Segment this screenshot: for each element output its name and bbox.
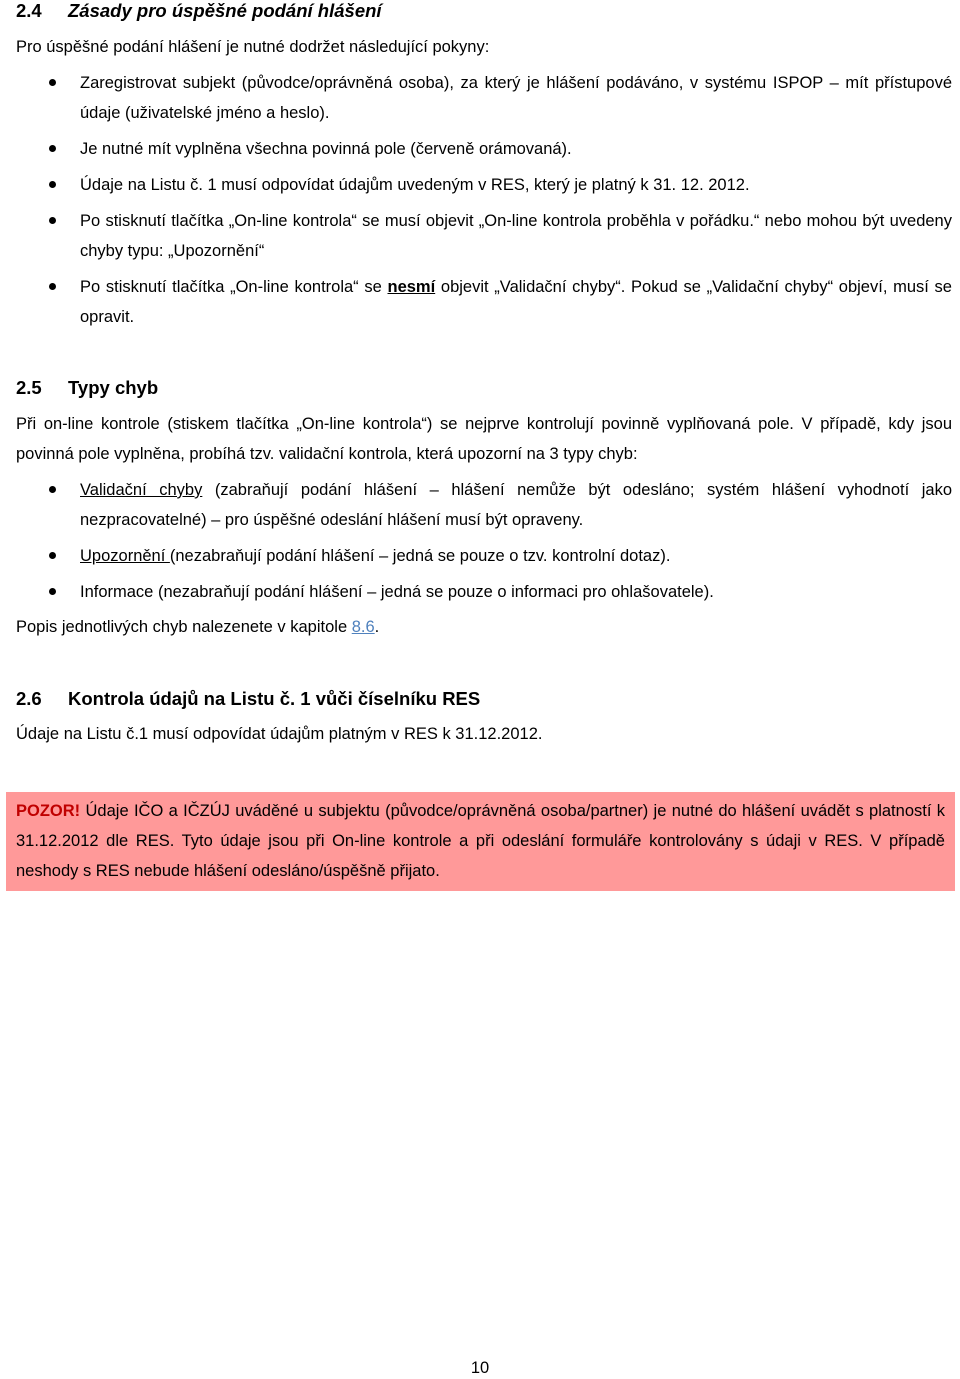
warning-box — [6, 792, 955, 891]
section-intro: Při on-line kontrole (stiskem tlačítka „On-line kontrola“) se nejprve kontrolují povinně vyplňovaná pole. V případě, kdy jsou povinná pole vyplněna, probíhá tzv. validační kontrola, která upozorní na 3 typy chyb: — [16, 415, 952, 463]
bullet-icon — [49, 217, 56, 224]
bullet-icon — [49, 145, 56, 152]
warning-text: Údaje IČO a IČZÚJ uváděné u subjektu (původce/oprávněná osoba/partner) je nutné do hlášení uvádět s platností k 31.12.2012 dle RES. Tyto údaje jsou při On-line kontrole a při odeslání formuláře kontrolovány s údaji v RES. V případě neshody s RES nebude hlášení odesláno/úspěšně přijato. — [16, 802, 945, 880]
list-item: Je nutné mít vyplněna všechna povinná pole (červeně orámovaná). — [16, 134, 952, 164]
term-validacni-chyby: Validační chyby — [80, 481, 203, 499]
list-item: Údaje na Listu č. 1 musí odpovídat údajům uvedeným v RES, který je platný k 31. 12. 2012. — [16, 170, 952, 200]
section-number: 2.6 — [16, 688, 42, 709]
section-heading-2-6 — [16, 688, 952, 710]
error-types-list — [16, 475, 952, 607]
section-title: Zásady pro úspěšné podání hlášení — [68, 0, 382, 21]
section-number: 2.4 — [16, 0, 42, 21]
section-title: Typy chyb — [68, 377, 159, 398]
bullet-icon — [49, 181, 56, 188]
chapter-link[interactable]: 8.6 — [351, 618, 375, 636]
bullet-icon — [49, 588, 56, 595]
list-item: Upozornění (nezabraňují podání hlášení – jedná se pouze o tzv. kontrolní dotaz). — [16, 541, 952, 571]
chapter-reference: Popis jednotlivých chyb nalezenete v kapitole 8.6. — [16, 618, 380, 636]
section-intro: Pro úspěšné podání hlášení je nutné dodržet následující pokyny: — [16, 38, 490, 56]
section-text: Údaje na Listu č.1 musí odpovídat údajům platným v RES k 31.12.2012. — [16, 725, 543, 743]
bullet-icon — [49, 486, 56, 493]
bullet-icon — [49, 552, 56, 559]
bullet-icon — [49, 79, 56, 86]
guidelines-list — [16, 68, 952, 332]
list-item: Informace (nezabraňují podání hlášení – jedná se pouze o informaci pro ohlašovatele). — [16, 577, 952, 607]
section-number: 2.5 — [16, 377, 42, 398]
term-upozorneni: Upozornění — [80, 547, 170, 565]
section-title: Kontrola údajů na Listu č. 1 vůči číselníku RES — [68, 688, 481, 709]
list-item: Validační chyby (zabraňují podání hlášení – hlášení nemůže být odesláno; systém hlášení vyhodnotí jako nezpracovatelné) – pro úspěšné odeslání hlášení musí být opraveny. — [16, 475, 952, 535]
list-item: Zaregistrovat subjekt (původce/oprávněná osoba), za který je hlášení podáváno, v systému ISPOP – mít přístupové údaje (uživatelské jméno a heslo). — [16, 68, 952, 128]
list-item: Po stisknutí tlačítka „On-line kontrola“ se nesmí objevit „Validační chyby“. Pokud se „Validační chyby“ objeví, musí se opravit. — [16, 272, 952, 332]
emphasis-nesmi: nesmí — [387, 278, 436, 296]
list-item: Po stisknutí tlačítka „On-line kontrola“ se musí objevit „On-line kontrola proběhla v pořádku.“ nebo mohou být uvedeny chyby typu: „Upozornění“ — [16, 206, 952, 266]
warning-label: POZOR! — [16, 802, 81, 820]
bullet-icon — [49, 283, 56, 290]
section-heading-2-4 — [16, 0, 952, 22]
page-number: 10 — [470, 1359, 490, 1377]
section-heading-2-5 — [16, 377, 952, 399]
